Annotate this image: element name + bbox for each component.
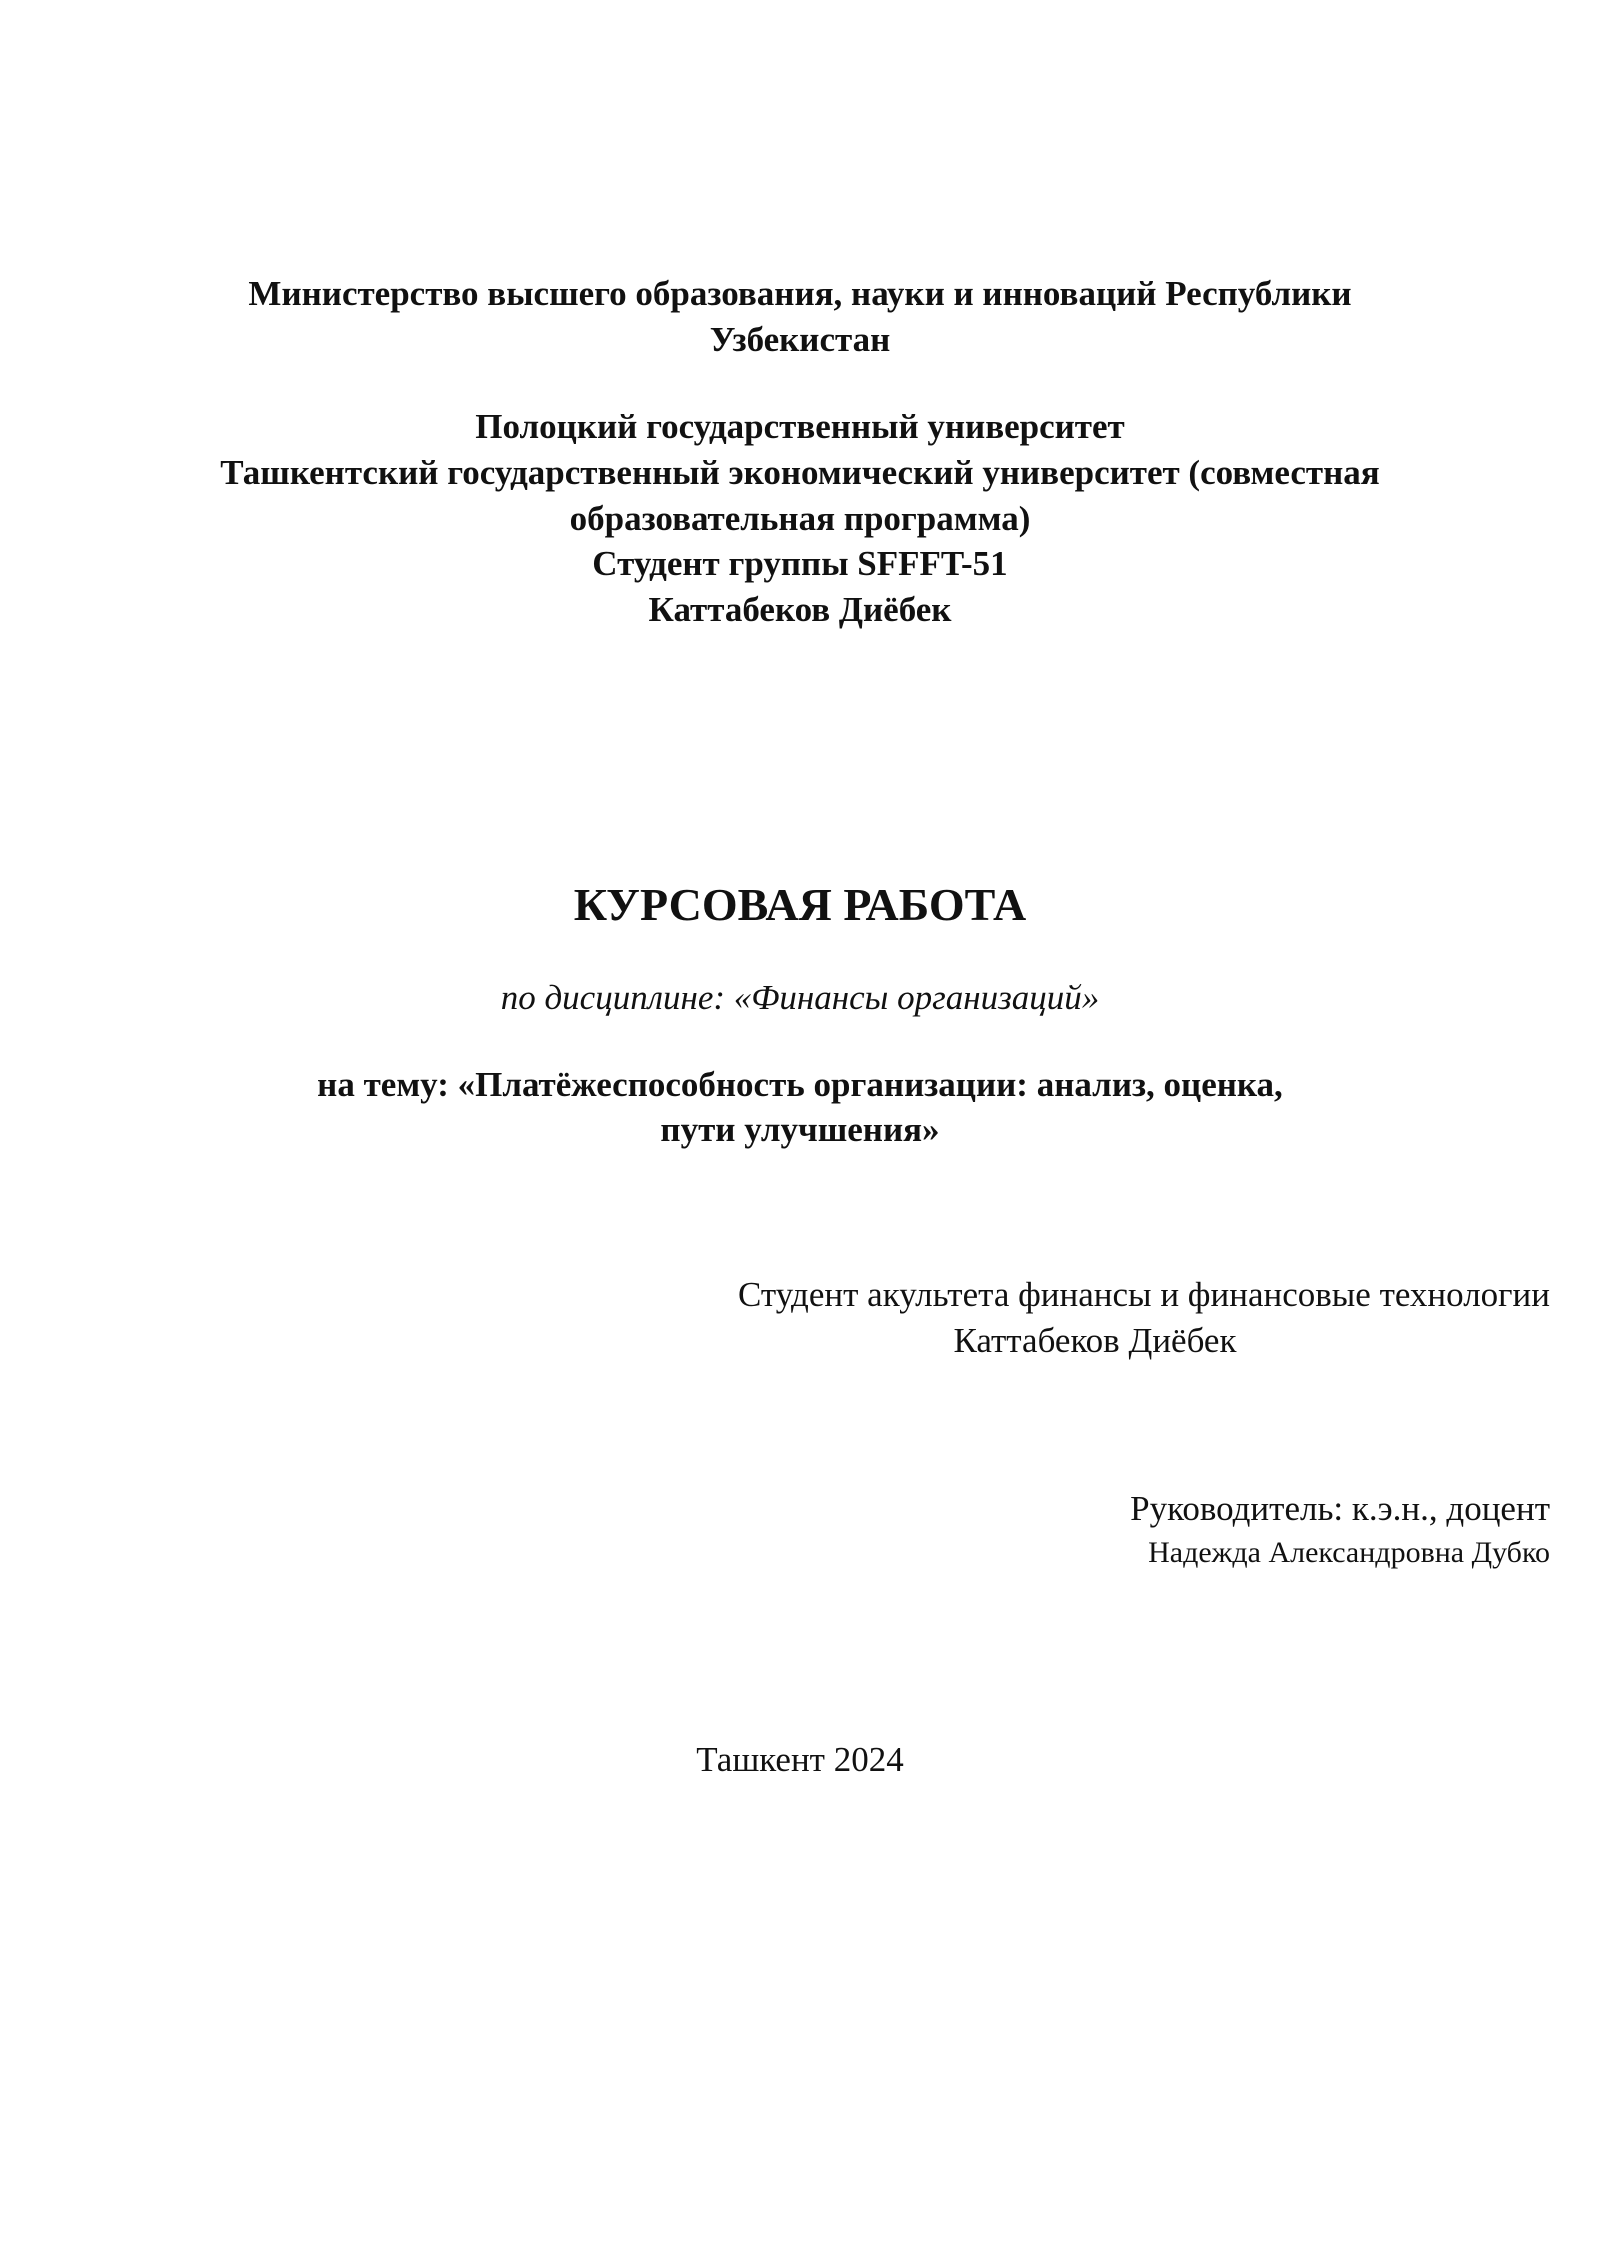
student-name-header: Каттабеков Диёбек xyxy=(648,590,952,629)
author-faculty: Студент акультета финансы и финансовые технологии xyxy=(738,1275,1550,1314)
topic-line-1: на тему: «Платёжеспособность организации: анализ, оценка, xyxy=(317,1065,1283,1104)
supervisor-name: Надежда Александровна Дубко xyxy=(1148,1536,1550,1569)
ministry-line-2: Узбекистан xyxy=(709,320,891,359)
topic-line-2: пути улучшения» xyxy=(660,1110,940,1149)
university-2-line-1: Ташкентский государственный экономический университет (совместная xyxy=(220,453,1380,492)
discipline-line: по дисциплине: «Финансы организаций» xyxy=(500,978,1100,1017)
city-year: Ташкент 2024 xyxy=(696,1740,904,1779)
university-2-line-2: образовательная программа) xyxy=(569,499,1031,538)
ministry-line-1: Министерство высшего образования, науки и инноваций Республики xyxy=(248,274,1352,313)
university-1: Полоцкий государственный университет xyxy=(475,407,1125,446)
author-name: Каттабеков Диёбек xyxy=(953,1321,1237,1360)
work-title: КУРСОВАЯ РАБОТА xyxy=(573,879,1027,930)
student-group: Студент группы SFFFT-51 xyxy=(592,544,1008,583)
supervisor-title: Руководитель: к.э.н., доцент xyxy=(1130,1489,1550,1528)
